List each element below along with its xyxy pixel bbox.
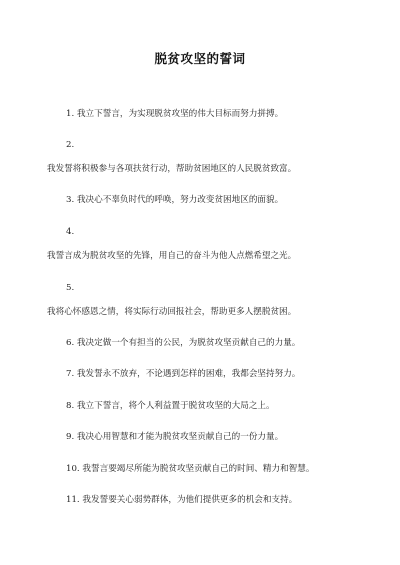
list-item-9 bbox=[66, 432, 283, 443]
list-item-11 bbox=[66, 495, 297, 506]
list-item-1 bbox=[66, 109, 283, 120]
item-text: 我决定做一个有担当的公民，为脱贫攻坚贡献自己的力量。 bbox=[76, 338, 301, 348]
list-item-10 bbox=[66, 464, 314, 475]
item-number: 3. bbox=[66, 195, 75, 205]
item-number: 9. bbox=[66, 432, 75, 442]
list-item-3 bbox=[66, 195, 283, 206]
item-number-2: 2. bbox=[66, 140, 75, 150]
item-text: 我立下誓言，将个人利益置于脱贫攻坚的大局之上。 bbox=[76, 401, 275, 411]
item-text: 我发誓要关心弱势群体，为他们提供更多的机会和支持。 bbox=[82, 495, 298, 505]
item-text-2: 我发誓将积极参与各项扶贫行动，帮助贫困地区的人民脱贫致富。 bbox=[47, 164, 297, 174]
item-number: 6. bbox=[66, 338, 75, 348]
list-item-6 bbox=[66, 338, 300, 349]
item-text: 我发誓永不放弃，不论遇到怎样的困难，我都会坚持努力。 bbox=[76, 369, 301, 379]
item-number-4: 4. bbox=[66, 227, 75, 237]
item-number: 10. bbox=[66, 464, 80, 474]
item-number: 8. bbox=[66, 401, 75, 411]
item-number: 7. bbox=[66, 369, 75, 379]
item-text: 我立下誓言，为实现脱贫攻坚的伟大目标而努力拼搏。 bbox=[76, 109, 284, 119]
item-text-5: 我将心怀感恩之情，将实际行动回报社会，帮助更多人摆脱贫困。 bbox=[47, 307, 297, 317]
item-number: 1. bbox=[66, 109, 75, 119]
list-item-7 bbox=[66, 369, 300, 380]
item-text: 我决心用智慧和才能为脱贫攻坚贡献自己的一份力量。 bbox=[76, 432, 284, 442]
document-title: 脱贫攻坚的誓词 bbox=[154, 51, 246, 66]
item-text: 我决心不辜负时代的呼唤，努力改变贫困地区的面貌。 bbox=[76, 195, 284, 205]
list-item-8 bbox=[66, 401, 275, 412]
item-number-5: 5. bbox=[66, 283, 75, 293]
item-text-4: 我誓言成为脱贫攻坚的先锋，用自己的奋斗为他人点燃希望之光。 bbox=[47, 251, 297, 261]
item-number: 11. bbox=[66, 495, 80, 505]
item-text: 我誓言要竭尽所能为脱贫攻坚贡献自己的时间、精力和智慧。 bbox=[82, 464, 315, 474]
